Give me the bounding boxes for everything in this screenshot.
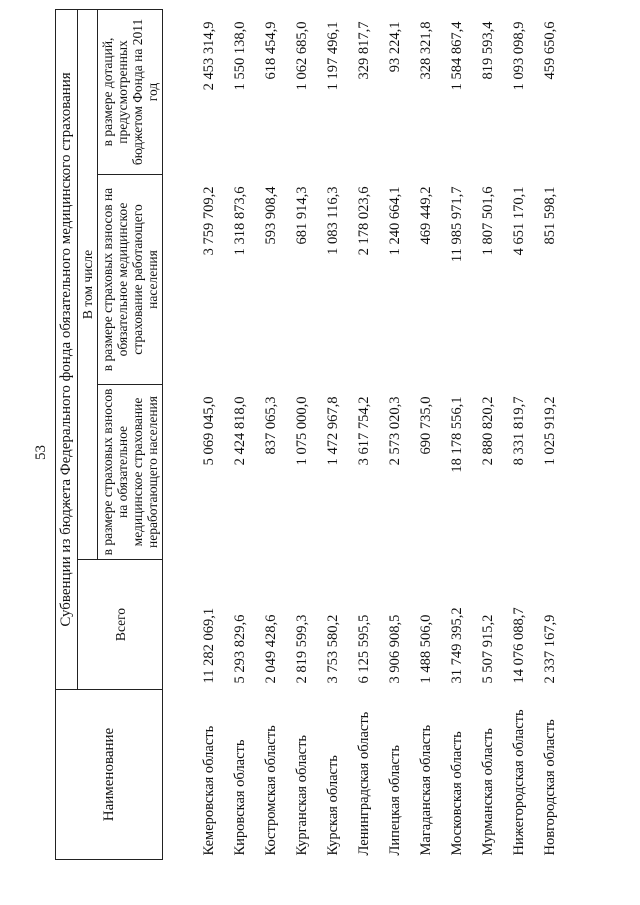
row-subsidies: 2 453 314,9 — [200, 21, 217, 91]
row-subsidies: 1 062 685,0 — [293, 21, 310, 91]
page-number: 53 — [33, 445, 49, 460]
row-subsidies: 93 224,1 — [386, 21, 403, 73]
subsidies-table — [55, 9, 565, 860]
table-row — [379, 9, 410, 859]
row-name: Кировская область — [231, 739, 248, 856]
row-name: Ленинградская область — [355, 711, 372, 856]
row-nonworking: 1 472 967,8 — [324, 396, 341, 466]
row-total: 2 337 167,9 — [541, 614, 558, 684]
row-subsidies: 618 454,9 — [262, 21, 279, 80]
row-total: 3 906 908,5 — [386, 614, 403, 684]
row-name: Курганская область — [293, 734, 310, 856]
header-working: в размере страховых взносов на обязательное медицинское страхование работающего населения — [97, 175, 162, 385]
row-working: 469 449,2 — [417, 186, 434, 245]
row-subsidies: 329 817,7 — [355, 21, 372, 80]
row-total: 3 753 580,2 — [324, 614, 341, 684]
row-subsidies: 1 093 098,9 — [510, 21, 527, 91]
row-working: 1 807 501,6 — [479, 186, 496, 256]
row-name: Новгородская область — [541, 719, 558, 856]
row-name: Московская область — [448, 731, 465, 856]
row-nonworking: 8 331 819,7 — [510, 396, 527, 466]
row-name: Кемеровская область — [200, 725, 217, 856]
table-row — [193, 9, 224, 859]
row-nonworking: 2 880 820,2 — [479, 396, 496, 466]
row-working: 1 083 116,3 — [324, 186, 341, 255]
row-total: 2 819 599,3 — [293, 614, 310, 684]
row-total: 31 749 395,2 — [448, 607, 465, 684]
row-name: Магаданская область — [417, 724, 434, 856]
table-row — [472, 9, 503, 859]
row-working: 4 651 170,1 — [510, 186, 527, 256]
row-nonworking: 2 424 818,0 — [231, 396, 248, 466]
row-name: Курская область — [324, 755, 341, 856]
row-working: 593 908,4 — [262, 186, 279, 245]
row-working: 2 178 023,6 — [355, 186, 372, 256]
row-subsidies: 328 321,8 — [417, 21, 434, 80]
table-row — [410, 9, 441, 859]
row-working: 11 985 971,7 — [448, 186, 465, 263]
table-row — [441, 9, 472, 859]
row-nonworking: 1 025 919,2 — [541, 396, 558, 466]
row-subsidies: 819 593,4 — [479, 21, 496, 80]
row-name: Костромская область — [262, 725, 279, 856]
row-working: 851 598,1 — [541, 186, 558, 245]
row-name: Липецкая область — [386, 745, 403, 856]
row-subsidies: 459 650,6 — [541, 21, 558, 80]
table-row — [255, 9, 286, 859]
row-working: 1 240 664,1 — [386, 186, 403, 256]
table-row — [317, 9, 348, 859]
table-row — [348, 9, 379, 859]
row-total: 1 488 506,0 — [417, 614, 434, 684]
row-total: 14 076 088,7 — [510, 607, 527, 684]
row-total: 5 507 915,2 — [479, 614, 496, 684]
row-working: 3 759 709,2 — [200, 186, 217, 256]
header-total: Всего — [77, 560, 163, 690]
table-row — [224, 9, 255, 859]
row-name: Мурманская область — [479, 728, 496, 856]
row-name: Нижегородская область — [510, 709, 527, 856]
row-nonworking: 3 617 754,2 — [355, 396, 372, 466]
row-nonworking: 2 573 020,3 — [386, 396, 403, 466]
table-row — [286, 9, 317, 859]
row-subsidies: 1 550 138,0 — [231, 21, 248, 91]
header-subsidies-group: Субвенции из бюджета Федерального фонда обязательного медицинского страхования — [56, 9, 78, 689]
header-subsidies: в размере дотаций, предусмотренных бюджетом Фонда на 2011 год — [97, 9, 162, 174]
header-including: В том числе — [77, 9, 97, 559]
row-total: 11 282 069,1 — [200, 607, 217, 684]
table-row — [503, 9, 534, 859]
row-nonworking: 690 735,0 — [417, 396, 434, 455]
table-row — [534, 9, 565, 859]
row-subsidies: 1 584 867,4 — [448, 21, 465, 91]
header-name: Наименование — [56, 690, 163, 860]
row-nonworking: 1 075 000,0 — [293, 396, 310, 466]
row-working: 1 318 873,6 — [231, 186, 248, 256]
row-nonworking: 5 069 045,0 — [200, 396, 217, 466]
row-total: 2 049 428,6 — [262, 614, 279, 684]
row-nonworking: 837 065,3 — [262, 396, 279, 455]
row-nonworking: 18 178 556,1 — [448, 396, 465, 473]
row-subsidies: 1 197 496,1 — [324, 21, 341, 91]
row-total: 5 293 829,6 — [231, 614, 248, 684]
header-nonworking: в размере страховых взносов на обязательное медицинское страхование неработающего населения — [97, 385, 162, 560]
row-working: 681 914,3 — [293, 186, 310, 245]
row-total: 6 125 595,5 — [355, 614, 372, 684]
